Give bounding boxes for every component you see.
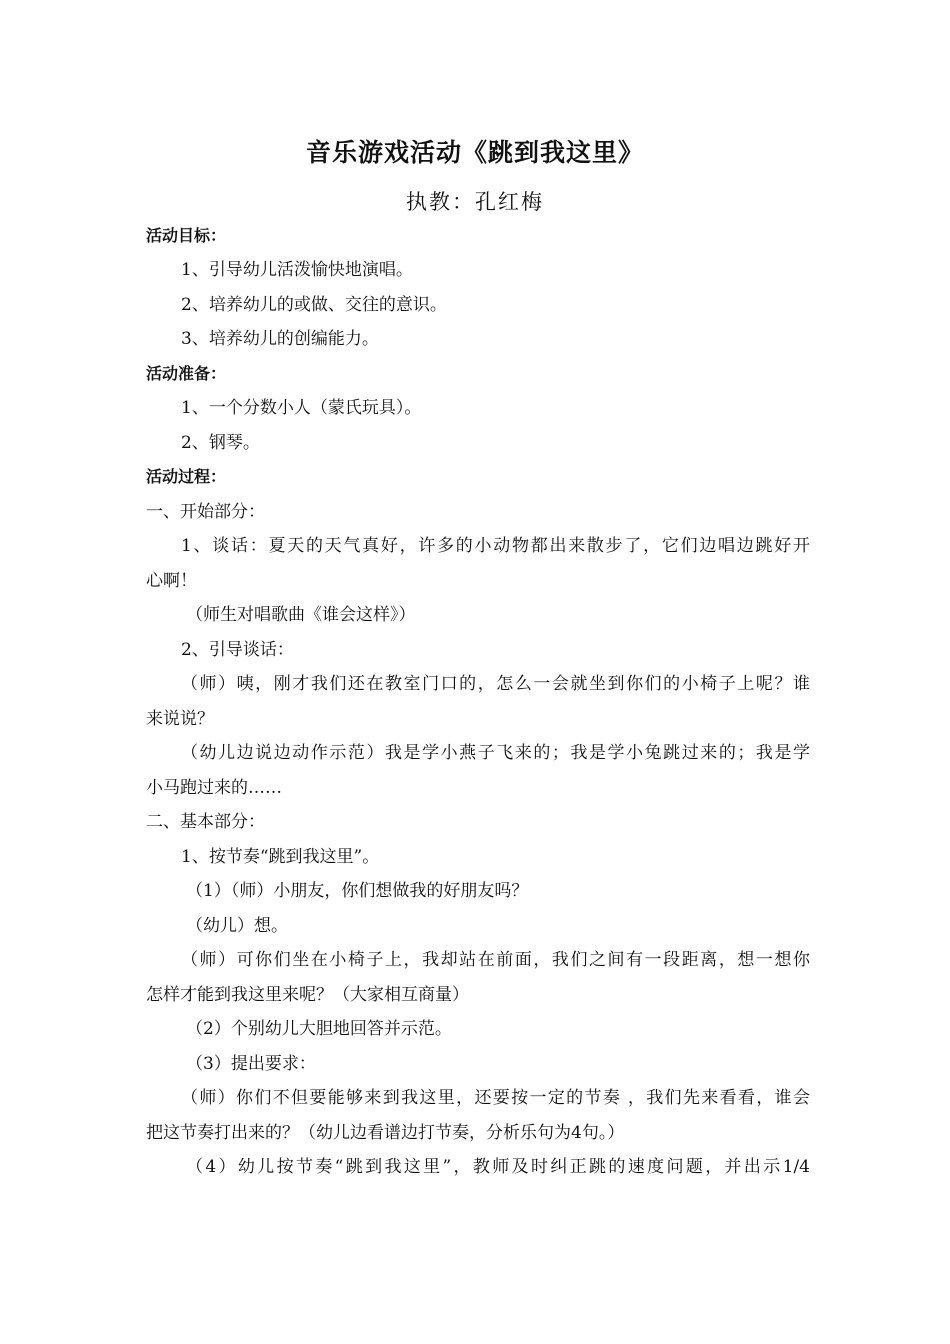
paragraph-line: 1、谈话：夏天的天气真好，许多的小动物都出来散步了，它们边唱边跳好开 (181, 536, 810, 556)
paragraph-line: （3）提出要求： (186, 1054, 316, 1074)
paragraph-line: 1、按节奏“跳到我这里”。 (181, 847, 380, 867)
paragraph-line: 小马跑过来的…… (146, 778, 282, 798)
paragraph-line: （幼儿）想。 (186, 916, 288, 936)
paragraph-line: （师生对唱歌曲《谁会这样》） (186, 605, 416, 625)
paragraph-line: 3、培养幼儿的创编能力。 (181, 329, 379, 349)
section-heading-goals: 活动目标： (146, 226, 227, 245)
author-name: 孔红梅 (475, 190, 544, 214)
paragraph-line: （幼儿边说边动作示范）我是学小燕子飞来的；我是学小兔跳过来的；我是学 (181, 743, 810, 763)
paragraph-line: 怎样才能到我这里来呢？（大家相互商量） (146, 985, 469, 1005)
paragraph-line: 1、引导幼儿活泼愉快地演唱。 (181, 260, 413, 280)
paragraph-line: 2、培养幼儿的或做、交往的意识。 (181, 295, 447, 315)
paragraph-line: 2、钢琴。 (181, 433, 260, 453)
paragraph-line: （师）可你们坐在小椅子上，我却站在前面，我们之间有一段距离，想一想你 (181, 950, 810, 970)
author-line (0, 186, 950, 216)
paragraph-line: 心啊！ (146, 571, 197, 591)
paragraph-line: （2）个别幼儿大胆地回答并示范。 (186, 1019, 452, 1039)
paragraph-line: （师）你们不但要能够来到我这里，还要按一定的节奏 ，我们先来看看，谁会 (181, 1088, 810, 1108)
paragraph-line: （4）幼儿按节奏“跳到我这里”，教师及时纠正跳的速度问题，并出示1/4 (186, 1157, 810, 1177)
paragraph-line: 1、一个分数小人（蒙氏玩具）。 (181, 398, 422, 418)
paragraph-line: （师）咦，刚才我们还在教室门口的，怎么一会就坐到你们的小椅子上呢？谁 (181, 674, 810, 694)
page-title: 音乐游戏活动《跳到我这里》 (305, 138, 644, 167)
paragraph-line: （1）（师）小朋友，你们想做我的好朋友吗？ (186, 881, 529, 901)
subsection-heading: 一、开始部分： (146, 502, 265, 522)
section-heading-preparation: 活动准备： (146, 364, 227, 383)
subsection-heading: 二、基本部分： (146, 812, 265, 832)
section-heading-process: 活动过程： (146, 467, 227, 486)
paragraph-line: 把这节奏打出来的？（幼儿边看谱边打节奏，分析乐句为4句。） (146, 1123, 625, 1143)
paragraph-line: 2、引导谈话： (181, 640, 294, 660)
author-label: 执教： (406, 190, 475, 214)
paragraph-line: 来说说？ (146, 709, 214, 729)
